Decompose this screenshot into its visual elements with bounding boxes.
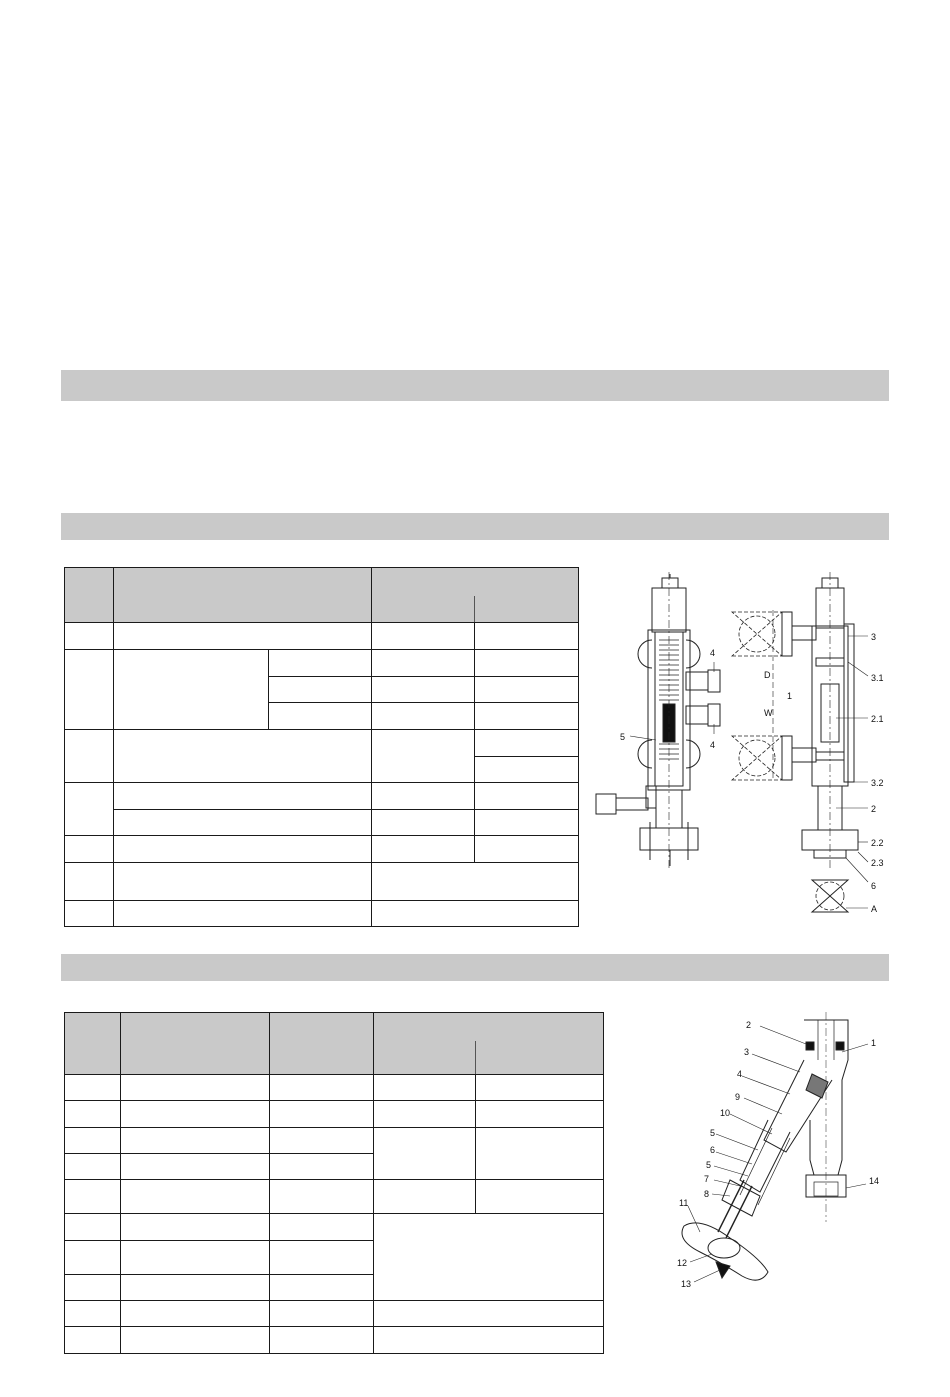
label-2-3: 2.3 xyxy=(871,858,884,868)
header-cell xyxy=(475,596,579,623)
table-row xyxy=(65,1128,604,1154)
label-11: 11 xyxy=(679,1198,689,1208)
header-cell xyxy=(114,568,372,623)
valve-section-drawing xyxy=(672,1012,890,1302)
label-4: 4 xyxy=(737,1069,743,1079)
label-6: 6 xyxy=(710,1145,716,1155)
label-3: 3 xyxy=(871,632,877,642)
label-13: 13 xyxy=(681,1279,692,1289)
header-cell xyxy=(65,568,114,623)
label-5: 5 xyxy=(620,732,626,742)
label-2-2: 2.2 xyxy=(871,838,884,848)
label-1: 1 xyxy=(787,691,793,701)
label-7: 7 xyxy=(704,1174,710,1184)
table-row xyxy=(65,730,579,757)
label-10: 10 xyxy=(720,1108,731,1118)
table-row xyxy=(65,863,579,901)
label-3-1: 3.1 xyxy=(871,673,884,683)
table-row xyxy=(65,901,579,927)
header-cell xyxy=(372,568,579,596)
label-2: 2 xyxy=(871,804,877,814)
table-row xyxy=(65,1101,604,1128)
table-row xyxy=(65,623,579,650)
label-W: W xyxy=(764,708,773,718)
section-bar-1 xyxy=(61,370,889,401)
level-gauge-drawing xyxy=(588,572,898,922)
label-1: 1 xyxy=(871,1038,877,1048)
table-row xyxy=(65,650,579,677)
table-row xyxy=(65,1180,604,1214)
label-12: 12 xyxy=(677,1258,688,1268)
section-bar-3 xyxy=(61,954,889,981)
table-row xyxy=(65,1327,604,1354)
label-3-2: 3.2 xyxy=(871,778,884,788)
label-3: 3 xyxy=(744,1047,750,1057)
table-row xyxy=(65,783,579,810)
section-bar-2 xyxy=(61,513,889,540)
valve-parts-table xyxy=(64,1012,604,1354)
label-D: D xyxy=(764,670,771,680)
label-2: 2 xyxy=(746,1020,752,1030)
label-6: 6 xyxy=(871,881,877,891)
table-header-row xyxy=(65,1013,604,1041)
table-row xyxy=(65,810,579,836)
table-row xyxy=(65,1075,604,1101)
label-4-bottom: 4 xyxy=(710,740,716,750)
label-14: 14 xyxy=(869,1176,880,1186)
label-8: 8 xyxy=(704,1189,710,1199)
label-9: 9 xyxy=(735,1092,741,1102)
table-row xyxy=(65,1214,604,1241)
label-5-upper: 5 xyxy=(710,1128,716,1138)
label-A: A xyxy=(871,904,878,914)
label-5-lower: 5 xyxy=(706,1160,712,1170)
table-row xyxy=(65,836,579,863)
label-4-top: 4 xyxy=(710,648,716,658)
label-2-1: 2.1 xyxy=(871,714,884,724)
components-table xyxy=(64,567,579,927)
table-row xyxy=(65,1301,604,1327)
header-cell xyxy=(372,596,475,623)
table-header-row xyxy=(65,568,579,596)
